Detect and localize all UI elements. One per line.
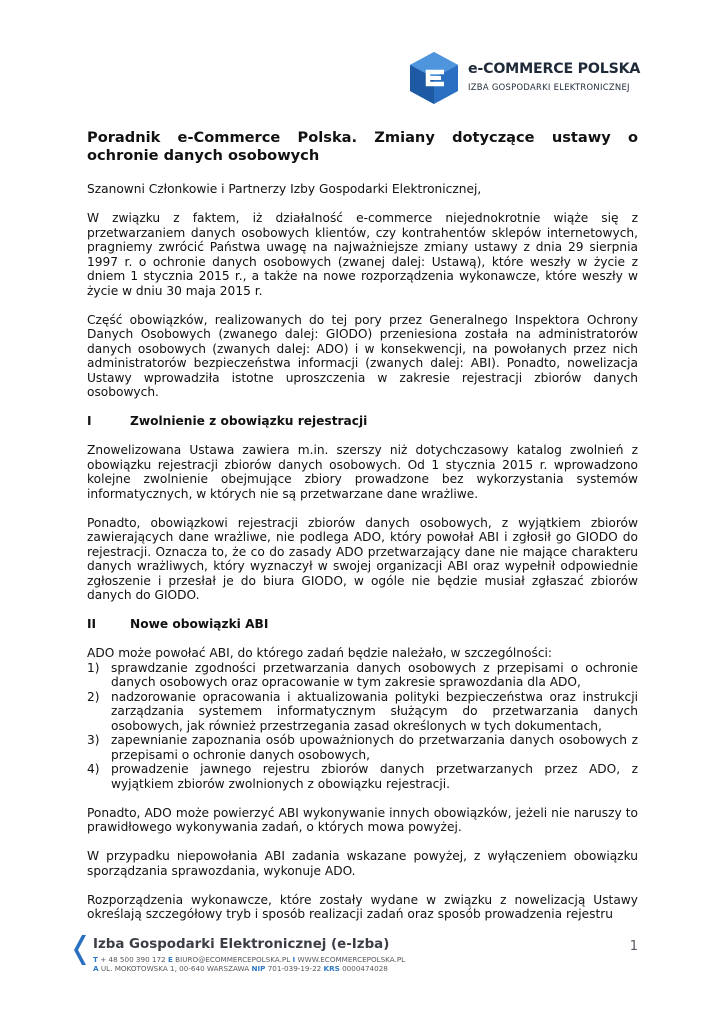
duties-list: [87, 661, 638, 792]
footer-label: A: [93, 964, 99, 973]
section2-lead: ADO może powołać ABI, do którego zadań będzie należało, w szczególności:: [87, 646, 553, 660]
footer-label: KRS: [323, 964, 340, 973]
section2-paragraph-2: W przypadku niepowołania ABI zadania wskazane powyżej, z wyłączeniem obowiązku sporządzania sprawozdania, wykonuje ADO.: [87, 849, 638, 878]
footer-krs: 0000474028: [339, 964, 388, 973]
section-number: I: [87, 414, 92, 428]
section2-paragraph-1: Ponadto, ADO może powierzyć ABI wykonywanie innych obowiązków, jeżeli nie naruszy to prawidłowego wykonywania zadań, o których mowa powyżej.: [87, 805, 638, 834]
footer-label: NIP: [251, 964, 266, 973]
list-item-text: zapewnianie zapoznania osób upoważnionych do przetwarzania danych osobowych z przepisami o ochronie danych osobowych,: [111, 733, 638, 762]
salutation: Szanowni Członkowie i Partnerzy Izby Gospodarki Elektronicznej,: [87, 182, 482, 196]
logo-name: e-COMMERCE POLSKA: [468, 61, 641, 77]
footer-contact-line: [93, 955, 405, 964]
list-item: [87, 690, 638, 734]
footer-nip: 701-039-19-22: [265, 964, 324, 973]
footer-website: WWW.ECOMMERCEPOLSKA.PL: [295, 955, 406, 964]
footer-address-line: [93, 964, 388, 973]
footer-label: E: [167, 955, 173, 964]
list-item-number: 4): [87, 762, 100, 776]
list-item-number: 2): [87, 689, 100, 704]
footer-label: I: [292, 955, 296, 964]
section2-paragraph-3: Rozporządzenia wykonawcze, które zostały wydane w związku z nowelizacją Ustawy określają szczegółowy tryb i sposób realizacji zadań oraz sposób prowadzenia rejestru: [87, 892, 638, 921]
intro-paragraph-2: Część obowiązków, realizowanych do tej pory przez Generalnego Inspektora Ochrony Danych Osobowych (zwanego dalej: GIODO) przeniesiona została na administratorów danych osobowych (zwanych dalej: ADO) i w konsekwencji, na powołanych przez nich administratorów bezpieczeństwa informacji (zwanych dalej: ABI). Ponadto, nowelizacja Ustawy wprowadziła istotne uproszczenia w zakresie rejestracji zbiorów danych osobowych.: [87, 312, 638, 399]
list-item-text: prowadzenie jawnego rejestru zbiorów danych przetwarzanych przez ADO, z wyjątkiem zbiorów zwolnionych z obowiązku rejestracji.: [111, 762, 638, 791]
section-heading-2: [87, 617, 638, 632]
section-title: Nowe obowiązki ABI: [130, 617, 269, 631]
section1-paragraph-2: Ponadto, obowiązkowi rejestracji zbiorów danych osobowych, z wyjątkiem zbiorów zawierających dane wrażliwe, nie podlega ADO, który powołał ABI i zgłosił go GIODO do rejestracji. Oznacza to, że co do zasady ADO przetwarzający dane nie mające charakteru danych wrażliwych, który wyznaczył w swojej organizacji ABI oraz wypełnił odpowiednie zgłoszenie i przesłał je do biura GIODO, w ogóle nie będzie musiał zgłaszać zbiorów danych do GIODO.: [87, 515, 638, 602]
document-title: Poradnik e-Commerce Polska. Zmiany dotyczące ustawy o ochronie danych osobowych: [87, 129, 638, 164]
list-item-text: nadzorowanie opracowania i aktualizowania polityki bezpieczeństwa oraz instrukcji zarządzania systemem informatycznym służącym do przetwarzania danych osobowych, jak również przestrzegania zasad określonych w tych dokumentach,: [111, 689, 638, 733]
document-body: [87, 129, 638, 922]
page-footer: [74, 933, 644, 983]
footer-chevron-icon: [74, 935, 88, 965]
footer-email: BIURO@ECOMMERCEPOLSKA.PL: [172, 955, 293, 964]
intro-paragraph-1: W związku z faktem, iż działalność e-commerce niejednokrotnie wiąże się z przetwarzaniem danych osobowych klientów, czy kontrahentów sklepów internetowych, pragniemy zwrócić Państwa uwagę na najważniejsze zmiany ustawy z dnia 29 sierpnia 1997 r. o ochronie danych osobowych (zwanej dalej: Ustawą), które weszły w życie z dniem 1 stycznia 2015 r., a także na nowe rozporządzenia wykonawcze, które weszły w życie w dniu 30 maja 2015 r.: [87, 211, 638, 298]
footer-address: UL. MOKOTOWSKA 1, 00-640 WARSZAWA: [98, 964, 252, 973]
section-title: Zwolnienie z obowiązku rejestracji: [130, 414, 368, 428]
logo-subtitle: IZBA GOSPODARKI ELEKTRONICZNEJ: [468, 82, 630, 92]
section1-paragraph-1: Znowelizowana Ustawa zawiera m.in. szerszy niż dotychczasowy katalog zwolnień z obowiązku rejestracji zbiorów danych osobowych. Od 1 stycznia 2015 r. wprowadzono kolejne zwolnienie obejmujące zbiory prowadzone bez wykorzystania systemów informatycznych, w których nie są przetwarzane dane wrażliwe.: [87, 443, 638, 501]
company-logo: [408, 50, 641, 106]
list-item: [87, 733, 638, 762]
footer-label: T: [93, 955, 98, 964]
page-number: 1: [629, 939, 638, 954]
list-item-number: 3): [87, 733, 100, 747]
section-heading-1: [87, 414, 638, 429]
list-item-text: sprawdzanie zgodności przetwarzania danych osobowych z przepisami o ochronie danych osobowych oraz opracowanie w tym zakresie sprawozdania dla ADO,: [111, 660, 638, 689]
section-number: II: [87, 617, 97, 631]
list-item-number: 1): [87, 660, 100, 675]
e-commerce-hexagon-icon: [408, 50, 460, 106]
footer-org-name: Izba Gospodarki Elektronicznej (e-Izba): [93, 937, 390, 952]
footer-phone: + 48 500 390 172: [97, 955, 168, 964]
list-item: [87, 762, 638, 791]
list-item: [87, 661, 638, 690]
